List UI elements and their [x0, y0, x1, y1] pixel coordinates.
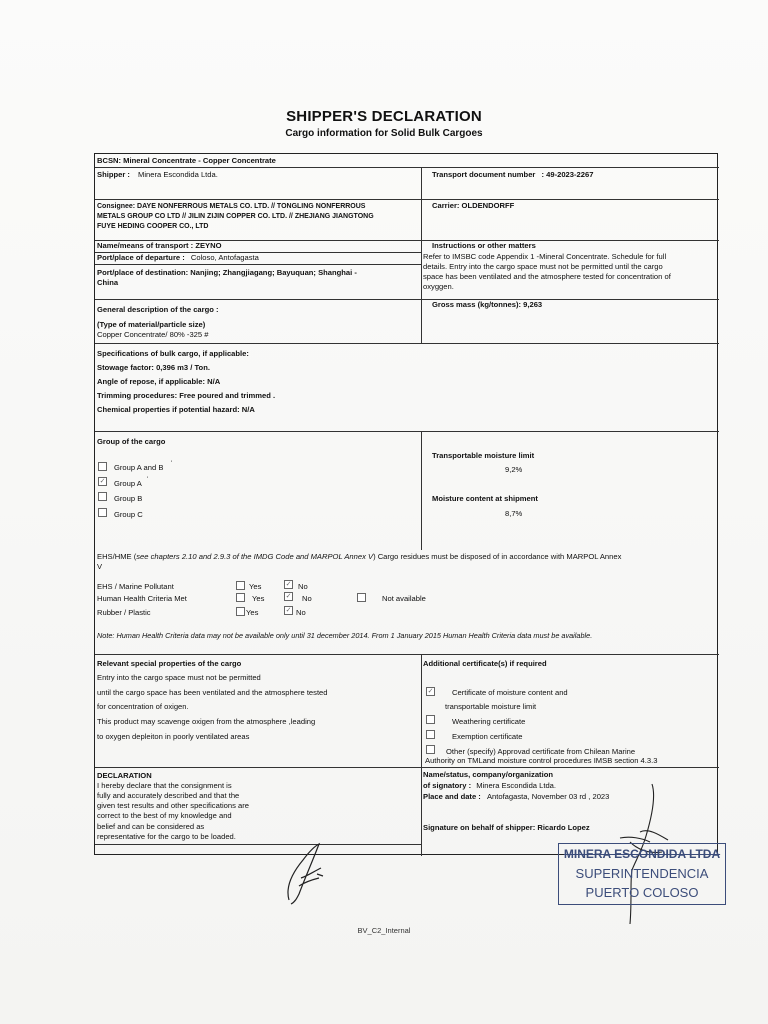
material-type-label: (Type of material/particle size): [97, 320, 206, 329]
group-option-label: Group B: [114, 494, 143, 503]
departure-field: [97, 253, 259, 263]
yes-checkbox[interactable]: [236, 581, 245, 590]
group-checkbox-checked[interactable]: ✓: [99, 478, 106, 485]
certificate-label: Certificate of moisture content and: [452, 688, 568, 697]
instructions-line: oxyggen.: [423, 282, 454, 291]
shipper-label: Shipper :: [97, 170, 130, 179]
transport-document-field: [432, 170, 593, 180]
declaration-line: representative for the cargo to be loaded.: [97, 832, 236, 841]
place-date-field: [423, 792, 609, 802]
no-checkbox-checked[interactable]: ✓: [285, 581, 292, 588]
instructions-line: details. Entry into the cargo space must not be permitted until the cargo: [423, 262, 663, 271]
angle-of-repose: Angle of repose, if applicable: N/A: [97, 377, 221, 386]
declaration-heading: DECLARATION: [97, 771, 152, 780]
footnote-mark: ': [171, 461, 173, 467]
no-checkbox-checked[interactable]: ✓: [285, 607, 292, 614]
column-divider: [421, 654, 422, 856]
ehs-note: Note: Human Health Criteria data may not be available only until 31 december 2014. From 1 January 2015 Human Health Criteria data must be available.: [97, 631, 593, 640]
chemical-properties: Chemical properties if potential hazard: N/A: [97, 405, 255, 414]
tml-label: Transportable moisture limit: [432, 451, 535, 460]
no-label: No: [298, 582, 308, 591]
certificate-checkbox-checked[interactable]: ✓: [427, 688, 434, 695]
relevant-properties-line: for concentration of oxigen.: [97, 702, 189, 711]
moisture-content-value: 8,7%: [505, 509, 523, 518]
certificate-label: Weathering certificate: [452, 717, 526, 726]
stowage-factor: Stowage factor: 0,396 m3 / Ton.: [97, 363, 210, 372]
certificate-label: Exemption certificate: [452, 732, 523, 741]
group-option-label: Group A and B: [114, 463, 164, 472]
declaration-line: belief and can be considered as: [97, 822, 205, 831]
instructions-line: space has been ventilated and the atmosphere tested for concentration of: [423, 272, 671, 281]
ehs-heading-a: EHS/HME (: [97, 552, 137, 561]
group-checkbox[interactable]: [98, 492, 107, 501]
yes-label: Yes: [252, 594, 265, 603]
yes-checkbox[interactable]: [236, 593, 245, 602]
ehs-heading: [97, 552, 621, 562]
tml-value: 9,2%: [505, 465, 523, 474]
ehs-heading-c: ) Cargo residues must be disposed of in accordance with MARPOL Annex: [373, 552, 622, 561]
column-divider: [421, 167, 422, 343]
ehs-heading-ref: see chapters 2.10 and 2.9.3 of the IMDG Code and MARPOL Annex V: [136, 552, 374, 561]
certificate-checkbox[interactable]: [426, 715, 435, 724]
ehs-row-label: Rubber / Plastic: [97, 608, 151, 617]
rule: [95, 431, 719, 432]
no-label: No: [302, 594, 312, 603]
shipper-signature-field: Signature on behalf of shipper: Ricardo Lopez: [423, 823, 590, 832]
yes-label: Yes: [249, 582, 262, 591]
declaration-line: correct to the best of my knowledge and: [97, 811, 232, 820]
stamp-company-name: MINERA ESCONDIDA LTDA: [563, 847, 721, 861]
certificate-checkbox[interactable]: [426, 730, 435, 739]
handwritten-signature: [275, 838, 335, 908]
rule: [95, 844, 421, 845]
group-checkbox[interactable]: [98, 462, 107, 471]
yes-label: Yes: [246, 608, 259, 617]
transport-means-field: Name/means of transport : ZEYNO: [97, 241, 222, 250]
departure-label: Port/place of departure :: [97, 253, 185, 262]
document-footer: BV_C2_Internal: [357, 926, 411, 935]
general-description-heading: General description of the cargo :: [97, 305, 219, 314]
signatory-field: [423, 781, 556, 791]
carrier-field: Carrier: OLDENDORFF: [432, 201, 515, 210]
signatory-heading: Name/status, company/organization: [423, 770, 553, 779]
rule: [95, 264, 421, 265]
consignee-line: FUYE HEDING COOPER CO., LTD: [97, 223, 209, 230]
column-divider: [421, 431, 422, 550]
group-checkbox[interactable]: [98, 508, 107, 517]
moisture-content-label: Moisture content at shipment: [432, 494, 538, 503]
ehs-row-label: EHS / Marine Pollutant: [97, 582, 174, 591]
rule: [95, 299, 719, 300]
not-available-label: Not available: [382, 594, 426, 603]
no-checkbox-checked[interactable]: ✓: [285, 593, 292, 600]
departure-value: Coloso, Antofagasta: [190, 253, 259, 262]
group-option-label: Group C: [114, 510, 143, 519]
declaration-line: given test results and other specifications are: [97, 801, 249, 810]
no-label: No: [296, 608, 306, 617]
instructions-heading: Instructions or other matters: [432, 241, 536, 250]
declaration-form: [94, 153, 718, 855]
stamp-location: PUERTO COLOSO: [585, 885, 699, 900]
yes-checkbox[interactable]: [236, 607, 245, 616]
rule: [95, 767, 719, 768]
relevant-properties-line: Entry into the cargo space must not be permitted: [97, 673, 261, 682]
consignee-line: Consignee: DAYE NONFERROUS METALS CO. LTD. // TONGLING NONFERROUS: [97, 203, 366, 210]
page-title: SHIPPER'S DECLARATION: [286, 108, 482, 125]
place-date-value: Antofagasta, November 03 rd , 2023: [486, 792, 610, 801]
trimming-procedures: Trimming procedures: Free poured and trimmed .: [97, 391, 276, 400]
relevant-properties-line: to oxygen depleiton in poorly ventilated areas: [97, 732, 250, 741]
specifications-heading: Specifications of bulk cargo, if applicable:: [97, 349, 249, 358]
footnote-mark: ': [147, 477, 149, 483]
ehs-heading-continued: V: [97, 562, 103, 571]
shipper-field: [97, 170, 218, 180]
gross-mass-field: Gross mass (kg/tonnes): 9,263: [432, 300, 543, 309]
place-date-label: Place and date :: [423, 792, 481, 801]
material-type-value: Copper Concentrate/ 80% -325 #: [97, 330, 209, 339]
destination-line: Port/place of destination: Nanjing; Zhangjiagang; Bayuquan; Shanghai -: [97, 268, 357, 277]
bcsn-field: BCSN: Mineral Concentrate - Copper Concentrate: [97, 156, 276, 165]
relevant-properties-heading: Relevant special properties of the cargo: [97, 659, 242, 668]
ehs-row-label: Human Health Criteria Met: [97, 594, 187, 603]
signatory-value: Minera Escondida Ltda.: [476, 781, 557, 790]
certificate-label: Other (specify) Approvad certificate from Chilean Marine: [446, 747, 636, 756]
consignee-line: METALS GROUP CO LTD // JILIN ZIJIN COPPER CO. LTD. // ZHEJIANG JIANGTONG: [97, 213, 374, 220]
company-stamp: [558, 843, 726, 905]
certificate-label-continued: transportable moisture limit: [445, 702, 537, 711]
additional-certificates-heading: Additional certificate(s) if required: [423, 659, 547, 668]
declaration-line: fully and accurately described and that the: [97, 791, 240, 800]
rule: [95, 343, 719, 344]
relevant-properties-line: until the cargo space has been ventilated and the atmosphere tested: [97, 688, 328, 697]
signatory-label: of signatory :: [423, 781, 472, 790]
transport-document-label: Transport document number: [432, 170, 536, 179]
shipper-value: Minera Escondida Ltda.: [138, 170, 218, 179]
instructions-line: Refer to IMSBC code Appendix 1 -Mineral Concentrate. Schedule for full: [423, 252, 667, 261]
not-available-checkbox[interactable]: [357, 593, 366, 602]
page-subtitle: Cargo information for Solid Bulk Cargoes: [285, 128, 483, 139]
transport-document-number: : 49-2023-2267: [541, 170, 594, 179]
rule: [95, 654, 719, 655]
rule: [95, 199, 719, 200]
certificate-checkbox[interactable]: [426, 745, 435, 754]
declaration-line: I hereby declare that the consignment is: [97, 781, 232, 790]
group-option-label: Group A: [114, 479, 142, 488]
destination-line: China: [97, 278, 119, 287]
rule: [95, 167, 719, 168]
certificate-label-continued: Authority on TMLand moisture control procedures IMSB section 4.3.3: [425, 756, 658, 765]
group-heading: Group of the cargo: [97, 437, 166, 446]
stamp-department: SUPERINTENDENCIA: [575, 866, 709, 881]
relevant-properties-line: This product may scavenge oxigen from the atmosphere ,leading: [97, 717, 316, 726]
